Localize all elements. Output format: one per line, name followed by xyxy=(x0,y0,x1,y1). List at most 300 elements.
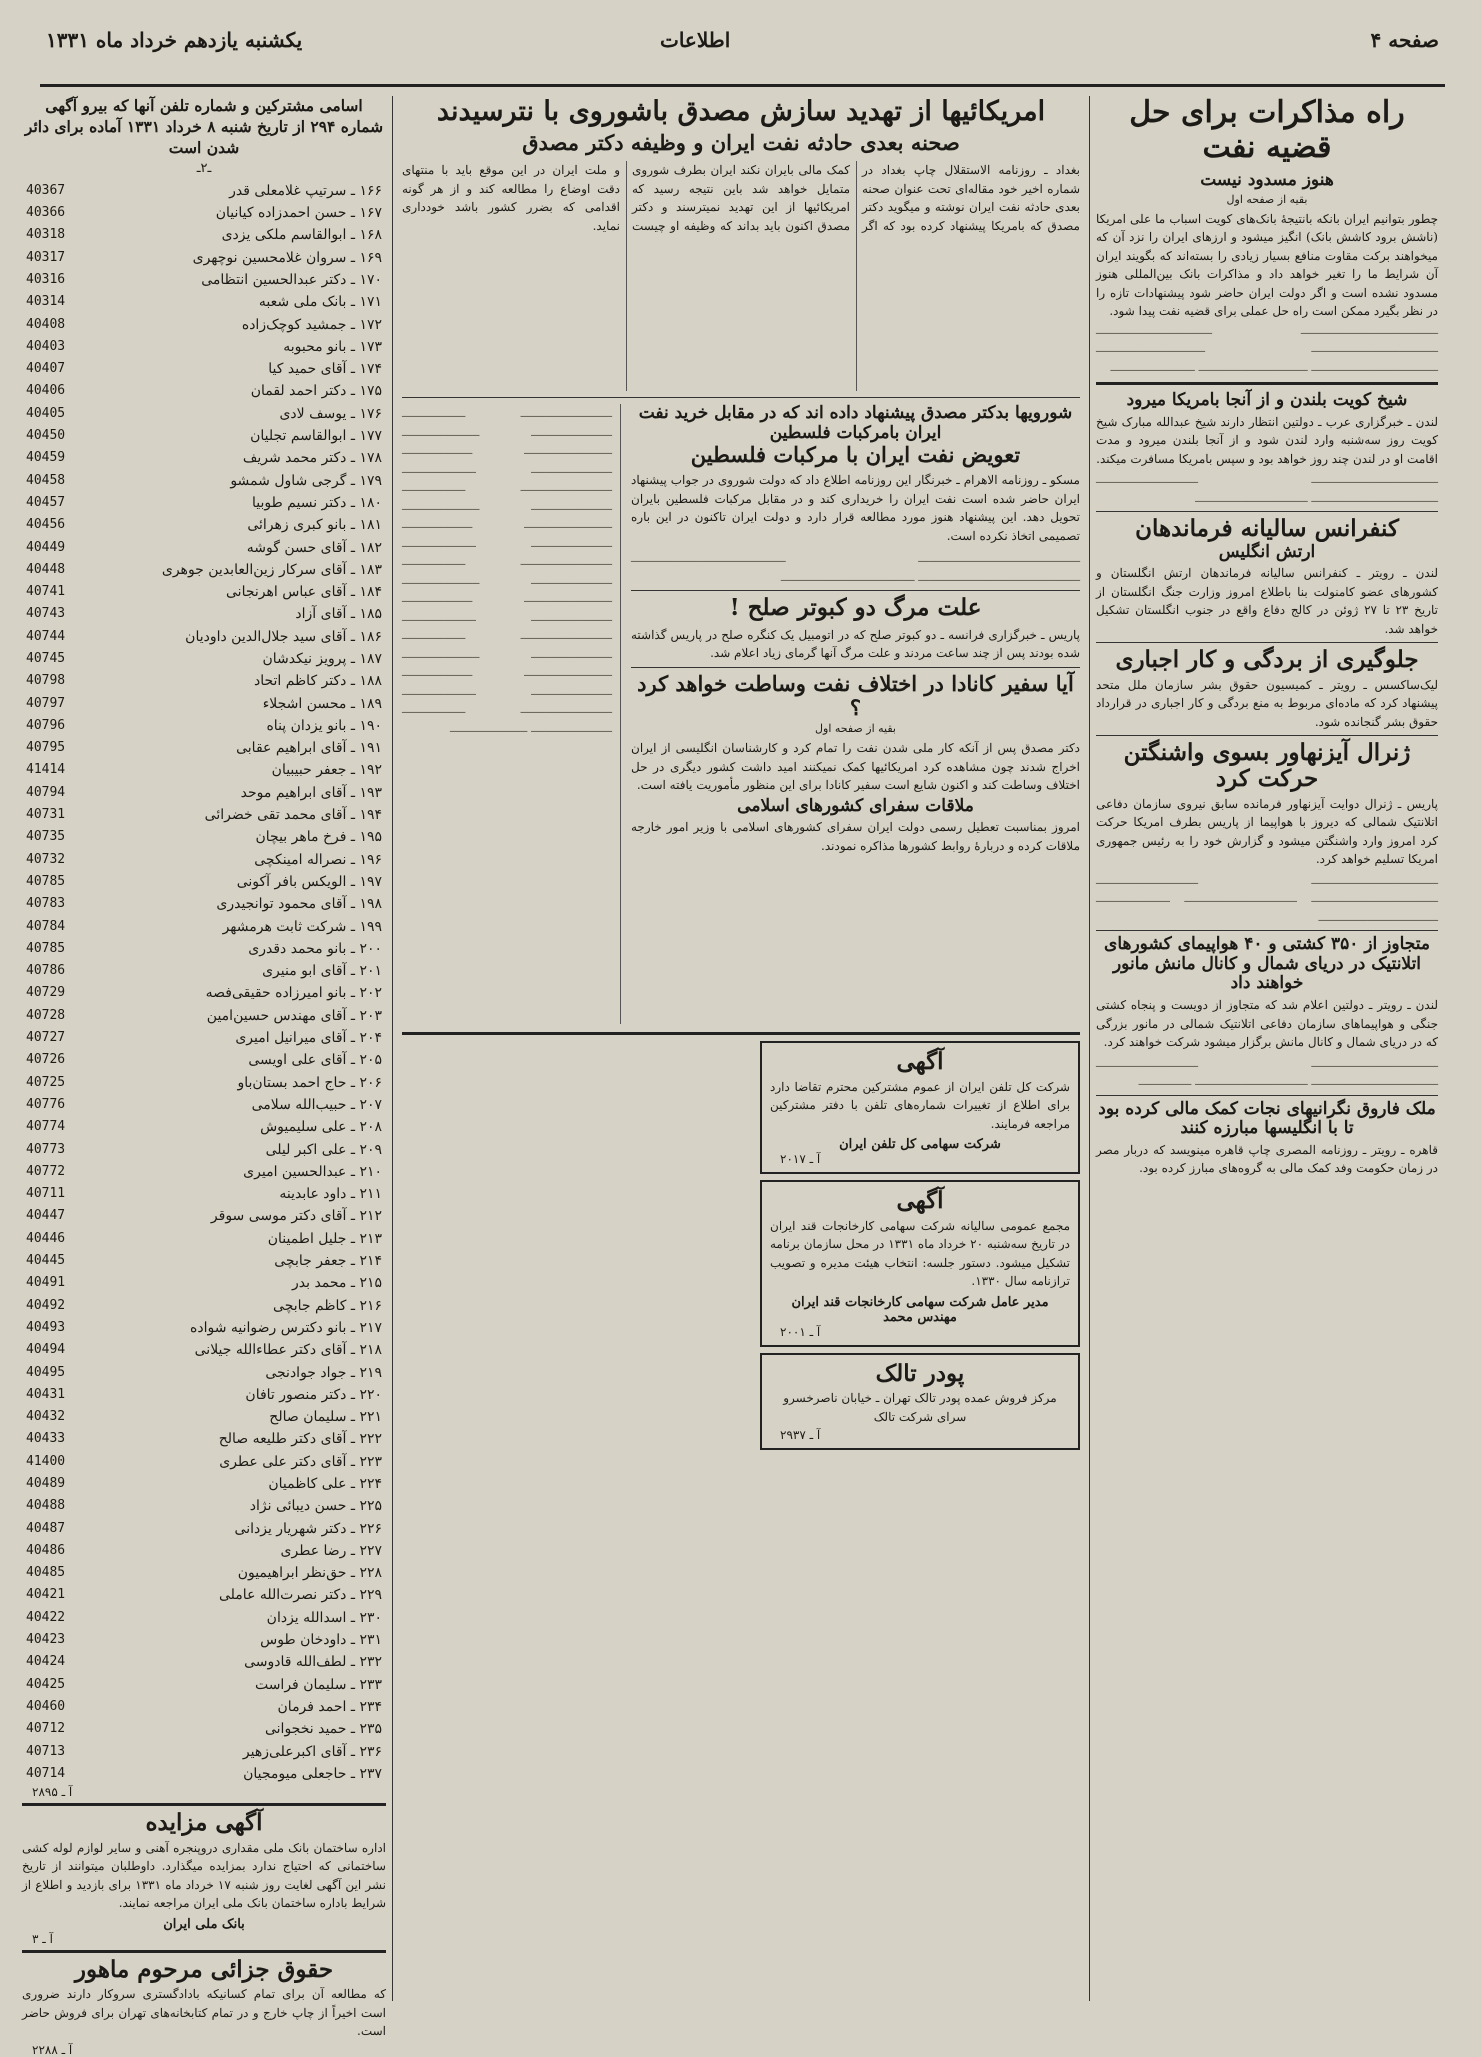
entry-index: ۲۰۷ xyxy=(359,1096,382,1113)
ad-telephone xyxy=(760,1041,1080,1174)
entry-name: دکتر منصور تافان xyxy=(245,1386,347,1403)
entry-index: ۱۷۳ xyxy=(359,338,382,355)
entry-index: ۱۶۹ xyxy=(359,249,382,266)
entry-label: ۱۹۴ ـ آقای محمد تقی خضرائی xyxy=(204,807,382,824)
phone-list-entry xyxy=(22,1495,386,1517)
article-soviet-offer: مسکو ـ روزنامه الاهرام ـ خبرنگار این روزنامه اطلاع داد که دولت شوروی در جواب پیشنهاد ایران حاضر شده است نفت ایران را خریداری کند و در مقابل مرکبات فلسطین بایران تحویل دهد. این پیشنهاد هنوز مورد مطالعه قرار دارد و دولت ایران تاکنون در این باره تصمیمی اتخاذ نکرده است. xyxy=(631,473,1080,543)
entry-name: گرجی شاول شمشو xyxy=(230,472,347,489)
entry-label: ۲۳۲ ـ لطف‌الله قادوسی xyxy=(244,1654,382,1671)
phone-list-entry xyxy=(22,1205,386,1227)
entry-label: ۱۹۶ ـ نصراله امینکچی xyxy=(254,851,382,868)
entry-phone-number: 40729 xyxy=(26,985,66,1001)
entry-index: ۲۳۲ xyxy=(359,1654,382,1671)
ad-telephone-title: آگهی xyxy=(896,1048,944,1076)
entry-index: ۱۹۰ xyxy=(359,717,382,734)
headline-eisenhower: ژنرال آیزنهاور بسوی واشنگتن حرکت کرد xyxy=(1123,739,1411,793)
entry-name: بانو محمد دقدری xyxy=(248,940,347,957)
entry-label: ۲۳۳ ـ سلیمان فراست xyxy=(254,1676,382,1693)
entry-index: ۲۰۲ xyxy=(359,985,382,1002)
entry-index: ۱۹۴ xyxy=(359,807,382,824)
entry-phone-number: 40422 xyxy=(26,1609,66,1625)
phone-list-entry xyxy=(22,1674,386,1696)
entry-phone-number: 40446 xyxy=(26,1230,66,1246)
entry-phone-number: 40731 xyxy=(26,807,66,823)
entry-label: ۱۷۱ ـ بانک ملی شعبه xyxy=(258,294,382,311)
phone-list-entry xyxy=(22,1584,386,1606)
entry-label: ۲۰۰ ـ بانو محمد دقدری xyxy=(248,940,382,957)
entry-index: ۲۱۳ xyxy=(359,1230,382,1247)
ads-divider xyxy=(22,1950,386,1953)
entry-index: ۲۰۸ xyxy=(359,1119,382,1136)
entry-name: رضا عطری xyxy=(280,1542,347,1559)
entry-phone-number: 40728 xyxy=(26,1007,66,1023)
phone-list-entry xyxy=(22,826,386,848)
entry-name: بانو کبری زهرائی xyxy=(247,517,347,534)
phone-list-entry xyxy=(22,1696,386,1718)
phone-list-entry xyxy=(22,247,386,269)
phone-list-entry xyxy=(22,1317,386,1339)
entry-phone-number: 40486 xyxy=(26,1542,66,1558)
phone-list-entry xyxy=(22,1228,386,1250)
article-divider xyxy=(402,397,1080,398)
phone-list-entry xyxy=(22,603,386,625)
entry-phone-number: 40367 xyxy=(26,182,66,198)
column-rule xyxy=(1089,96,1090,2001)
entry-phone-number: 40785 xyxy=(26,940,66,956)
article-kuwait-sheikh: لندن ـ خبرگزاری عرب ـ دولتین انتظار دارند شیخ عبدالله مبارک شیخ کویت روز سه‌شنبه وارد لندن شود و از آنجا بلندن میرود و مدت اقامت او در لندن چند روز خواهد بود و سپس بامریکا مسافرت میکند. xyxy=(1096,414,1438,466)
entry-index: ۲۲۳ xyxy=(359,1453,382,1470)
entry-phone-number: 40424 xyxy=(26,1654,66,1670)
entry-name: اسدالله یزدان xyxy=(266,1609,347,1626)
entry-label: ۲۲۹ ـ دکتر نصرت‌الله عاملی xyxy=(219,1587,382,1604)
entry-label: ۱۸۹ ـ محسن اشجلاء xyxy=(262,695,382,712)
entry-index: ۲۱۹ xyxy=(359,1364,382,1381)
entry-name: آقای اکبرعلی‌زهیر xyxy=(242,1743,347,1760)
entry-phone-number: 40492 xyxy=(26,1297,66,1313)
entry-name: حسن احمدزاده کیانیان xyxy=(215,205,347,222)
entry-index: ۱۶۷ xyxy=(359,205,382,222)
entry-label: ۲۲۴ ـ علی کاظمیان xyxy=(268,1475,382,1492)
entry-phone-number: 40433 xyxy=(26,1431,66,1447)
ads-divider xyxy=(22,1803,386,1806)
ad-sugar-code: آ ـ ۲۰۰۱ xyxy=(780,1324,821,1339)
entry-index: ۱۹۵ xyxy=(359,829,382,846)
entry-phone-number: 40432 xyxy=(26,1409,66,1425)
phone-list-title: اسامی مشترکین و شماره تلفن آنها که بیرو آگهی شماره ۲۹۴ از تاریخ شنبه ۸ خرداد ۱۳۳۱ آماده برای دائر شدن است xyxy=(24,96,384,157)
article-filler: ــــــــــــــــــــــــــــــــــــ ـــــــــــــــــــــــــــــ ــــــــــــــــــــــــــــــــــــ ــــــــــــــــــــــــــــــــ ـــــــــــــــ xyxy=(1096,1055,1438,1089)
phone-list-entry xyxy=(22,1518,386,1540)
entry-index: ۲۰۴ xyxy=(359,1030,382,1047)
phone-list-entry xyxy=(22,893,386,915)
entry-phone-number: 40488 xyxy=(26,1498,66,1514)
entry-index: ۲۰۵ xyxy=(359,1052,382,1069)
entry-label: ۱۷۴ ـ آقای حمید کیا xyxy=(268,361,382,378)
phone-list-entry xyxy=(22,782,386,804)
entry-phone-number: 40405 xyxy=(26,405,66,421)
entry-index: ۲۲۴ xyxy=(359,1475,382,1492)
entry-name: آقای حمید کیا xyxy=(268,361,347,378)
entry-phone-number: 40713 xyxy=(26,1743,66,1759)
entry-index: ۱۷۶ xyxy=(359,405,382,422)
entry-name: دکتر شهریار یزدانی xyxy=(234,1520,347,1537)
article-oil-talks: چطور بتوانیم ایران بانکه بانتیجۀ بانک‌های کویت اسباب ما علی امریکا (ناشش برود کاشش بانک) انگیز میشود و ارزهای ایران را نزد آن که میخواهند برکت مقاوت منافع بسیار زیادی را بسته‌اند که بگویند ایران آن شرایط ما را تغیر خواهد داد و مذاکرات بانک بین‌المللی هنوز مسدود نشده است و اگر دولت ایران حاضر شود پیشنهادات تازه را در نظر بگیرد ممکن است راه حل عملی برای قضیه نفت پیدا شود. xyxy=(1096,211,1438,319)
entry-label: ۲۲۶ ـ دکتر شهریار یزدانی xyxy=(234,1520,382,1537)
entry-label: ۱۸۰ ـ دکتر نسیم طوبیا xyxy=(251,494,382,511)
entry-phone-number: 40460 xyxy=(26,1698,66,1714)
entry-phone-number: 40493 xyxy=(26,1319,66,1335)
entry-phone-number: 40783 xyxy=(26,896,66,912)
entry-index: ۲۲۶ xyxy=(359,1520,382,1537)
entry-label: ۱۹۹ ـ شرکت ثابت هرمشهر xyxy=(222,918,382,935)
entry-name: حسن دیبائی نژاد xyxy=(249,1498,347,1515)
entry-label: ۲۱۷ ـ بانو دکترس رضوانیه شواده xyxy=(190,1319,382,1336)
entry-index: ۲۱۷ xyxy=(359,1319,382,1336)
article-divider xyxy=(1096,642,1438,643)
entry-name: دکتر عبدالحسین انتظامی xyxy=(201,271,347,288)
phone-list-entry xyxy=(22,960,386,982)
phone-list-entry xyxy=(22,1629,386,1651)
phone-list-entry xyxy=(22,804,386,826)
entry-index: ۱۹۲ xyxy=(359,762,382,779)
entry-name: داود عابدینه xyxy=(279,1186,347,1203)
headline-oil-talks: راه مذاکرات برای حل قضیه نفت xyxy=(1129,95,1405,165)
entry-index: ۲۱۰ xyxy=(359,1163,382,1180)
entry-name: نصراله امینکچی xyxy=(254,851,347,868)
entry-phone-number: 40725 xyxy=(26,1074,66,1090)
entry-index: ۲۳۳ xyxy=(359,1676,382,1693)
entry-phone-number: 40445 xyxy=(26,1253,66,1269)
phone-list-entry xyxy=(22,1139,386,1161)
entry-phone-number: 40494 xyxy=(26,1342,66,1358)
continuation-note: بقیه از صفحه اول xyxy=(815,722,896,736)
article-naval-exercise: لندن ـ رویتر ـ دولتین اعلام شد که متجاوز از دویست و پنجاه کشتی جنگی و هواپیماهای سازمان دفاعی اتلانتیک شمالی در مانور بزرگی که در دریای شمال و کانال مانش برگزار میشود شرکت خواهند کرد. xyxy=(1096,998,1438,1050)
article-americans-threat: بغداد ـ روزنامه الاستقلال چاپ بغداد در شماره اخیر خود مقاله‌ای تحت عنوان صحنه بعدی حادثه نفت ایران نوشته و میگوید دکتر مصدق که بامریکا پیشنهاد کرده بود که اگر کمک مالی بایران نکند ایران بطرف شوروی متمایل خواهد شد باین نتیجه رسید که امریکائیها از این تهدید نمیترسند و دکتر مصدق اکنون باید بداند که وظیفه او چیست و ملت ایران در این موقع باید با منتهای دقت اوضاع را مطالعه کند و از هر گونه اقدامی که بضرر کشور باشد خودداری نماید. xyxy=(402,163,1080,233)
ad-book-code: آ ـ ۲۲۸۸ xyxy=(32,2042,73,2057)
entry-label: ۱۷۲ ـ جمشید کوچک‌زاده xyxy=(241,316,382,333)
entry-index: ۲۳۱ xyxy=(359,1632,382,1649)
headline-naval-exercise: متجاوز از ۳۵۰ کشتی و ۴۰ هواپیمای کشورهای اتلانتیک در دریای شمال و کانال مانش مانور خواهند داد xyxy=(1104,934,1430,994)
phone-list-entry xyxy=(22,403,386,425)
entry-label: ۱۶۷ ـ حسن احمدزاده کیانیان xyxy=(215,205,382,222)
ad-talc-title: پودر تالک xyxy=(875,1359,965,1387)
article-eisenhower: پاریس ـ ژنرال دوایت آیزنهاور فرمانده سابق نیروی سازمان دفاعی اتلانتیک شمالی که دیروز با هواپیما از پاریس بطرف امریکا حرکت کرد امروز وارد واشنگتن میشود و گزارش خود را به رئیس جمهوری امریکا تسلیم خواهد کرد. xyxy=(1096,796,1438,867)
entry-label: ۱۶۸ ـ ابوالقاسم ملکی یزدی xyxy=(221,227,382,244)
entry-index: ۱۸۴ xyxy=(359,584,382,601)
phone-list-entry xyxy=(22,514,386,536)
entry-name: سلیمان صالح xyxy=(269,1409,347,1426)
entry-label: ۱۸۸ ـ دکتر کاظم اتحاد xyxy=(253,673,382,690)
subheadline-americans-threat: صحنه بعدی حادثه نفت ایران و وظیفه دکتر مصدق xyxy=(522,130,960,156)
phone-list-entry xyxy=(22,1540,386,1562)
phone-list-entry xyxy=(22,1428,386,1450)
entry-phone-number: 40797 xyxy=(26,695,66,711)
entry-index: ۲۰۶ xyxy=(359,1074,382,1091)
phone-list-entry xyxy=(22,648,386,670)
entry-label: ۱۸۳ ـ آقای سرکار زین‌العابدین جوهری xyxy=(161,561,382,578)
phone-list-entry xyxy=(22,715,386,737)
entry-index: ۱۸۳ xyxy=(359,561,382,578)
phone-list-entry xyxy=(22,581,386,603)
phone-list-entry xyxy=(22,1562,386,1584)
phone-list-entry xyxy=(22,737,386,759)
phone-list-code: آ ـ ۲۸۹۵ xyxy=(32,1785,73,1800)
phone-list-entry xyxy=(22,314,386,336)
entry-name: آقای میرانیل امیری xyxy=(235,1030,347,1047)
entry-phone-number: 40457 xyxy=(26,494,66,510)
entry-name: آقای محمود توانجیدری xyxy=(216,896,347,913)
phone-list-entry xyxy=(22,180,386,202)
entry-index: ۱۸۸ xyxy=(359,673,382,690)
entry-name: آقای دکتر موسی سوقر xyxy=(210,1208,347,1225)
entry-phone-number: 40711 xyxy=(26,1186,66,1202)
entry-index: ۲۲۹ xyxy=(359,1587,382,1604)
entry-index: ۱۸۲ xyxy=(359,539,382,556)
phone-list-entry xyxy=(22,1451,386,1473)
ad-talc-powder xyxy=(760,1353,1080,1450)
entry-name: ابوالقاسم تجلیان xyxy=(250,428,347,445)
headline-kuwait-sheikh: شیخ کویت بلندن و از آنجا بامریکا میرود xyxy=(1126,390,1408,411)
entry-name: آقای عباس اهرنجانی xyxy=(226,584,347,601)
phone-list-entry xyxy=(22,470,386,492)
phone-list-entry xyxy=(22,670,386,692)
article-farouk: قاهره ـ رویتر ـ روزنامه المصری چاپ قاهره مینویسد که دربار مصر در زمان حکومت وفد کمک مالی به گروه‌های مبارز کرده بود. xyxy=(1096,1142,1439,1176)
entry-label: ۱۹۳ ـ آقای ابراهیم موحد xyxy=(240,784,382,801)
issue-date: یکشنبه یازدهم خرداد ماه ۱۳۳۱ xyxy=(46,28,303,52)
entry-name: حبیب‌الله سلامی xyxy=(251,1096,347,1113)
entry-label: ۲۰۵ ـ آقای علی اویسی xyxy=(248,1052,382,1069)
entry-name: الویکس بافر آکونی xyxy=(236,873,347,890)
entry-name: سروان غلامحسین نوچهری xyxy=(192,249,347,266)
phone-list-entry xyxy=(22,447,386,469)
entry-index: ۱۷۲ xyxy=(359,316,382,333)
entry-name: آقای آزاد xyxy=(295,606,347,623)
entry-name: علی کاظمیان xyxy=(268,1475,347,1492)
article-divider xyxy=(1096,1095,1438,1096)
masthead-name: اطلاعات xyxy=(660,28,731,52)
entry-name: حاجعلی میومجیان xyxy=(243,1765,347,1782)
entry-phone-number: 40785 xyxy=(26,873,66,889)
entry-index: ۱۹۹ xyxy=(359,918,382,935)
entry-phone-number: 40425 xyxy=(26,1676,66,1692)
entry-label: ۱۹۵ ـ فرخ ماهر بیچان xyxy=(255,829,382,846)
column-news-right xyxy=(1096,96,1438,1996)
entry-label: ۱۶۶ ـ سرتیپ غلامعلی قدر xyxy=(229,182,382,199)
entry-label: ۱۹۸ ـ آقای محمود توانجیدری xyxy=(216,896,382,913)
subheadline-islamic-ambassadors: ملاقات سفرای کشورهای اسلامی xyxy=(737,795,974,816)
phone-list-entry xyxy=(22,982,386,1004)
entry-label: ۲۱۰ ـ عبدالحسین امیری xyxy=(243,1163,382,1180)
entry-label: ۲۰۲ ـ بانو امیرزاده حقیقی‌فصه xyxy=(205,985,382,1002)
entry-label: ۱۸۶ ـ آقای سید جلال‌الدین داودیان xyxy=(185,628,382,645)
entry-phone-number: 40316 xyxy=(26,271,66,287)
entry-index: ۲۰۱ xyxy=(359,963,382,980)
ad-telephone-code: آ ـ ۲۰۱۷ xyxy=(780,1152,821,1167)
entry-index: ۲۱۴ xyxy=(359,1253,382,1270)
phone-list-entry xyxy=(22,1763,386,1785)
entry-label: ۲۰۷ ـ حبیب‌الله سلامی xyxy=(251,1096,382,1113)
entry-index: ۱۷۸ xyxy=(359,450,382,467)
entry-index: ۲۱۲ xyxy=(359,1208,382,1225)
entry-phone-number: 40423 xyxy=(26,1632,66,1648)
entry-phone-number: 40403 xyxy=(26,338,66,354)
entry-label: ۲۱۳ ـ جلیل اطمینان xyxy=(267,1230,382,1247)
phone-list-part: ـ۲ـ xyxy=(196,160,212,176)
entry-index: ۱۸۶ xyxy=(359,628,382,645)
phone-list-entry xyxy=(22,759,386,781)
entry-index: ۱۹۶ xyxy=(359,851,382,868)
entry-phone-number: 40727 xyxy=(26,1030,66,1046)
article-filler: ــــــــــــــــــــــــــــــــــــ ـــــــــــــــــــــــــــــ ــــــــــــــــــــــــــــــــــــ ــــــــــــــــــــــــــــــــ xyxy=(1096,472,1438,505)
entry-name: آقای سید جلال‌الدین داودیان xyxy=(185,628,347,645)
phone-list-entry xyxy=(22,1651,386,1673)
phone-list-entry xyxy=(22,1027,386,1049)
entry-label: ۲۱۹ ـ جواد جوادنجی xyxy=(265,1364,382,1381)
entry-label: ۲۳۱ ـ داودخان طوس xyxy=(260,1632,382,1649)
entry-phone-number: 40449 xyxy=(26,539,66,555)
phone-list-entry xyxy=(22,336,386,358)
ad-talc-code: آ ـ ۲۹۳۷ xyxy=(780,1428,821,1442)
entry-phone-number: 40447 xyxy=(26,1208,66,1224)
entry-index: ۲۲۷ xyxy=(359,1542,382,1559)
entry-name: آقای دکتر علی عطری xyxy=(219,1453,347,1470)
page-header xyxy=(40,14,1445,87)
phone-list-entry xyxy=(22,938,386,960)
phone-list xyxy=(22,180,386,1785)
entry-name: احمد فرمان xyxy=(277,1698,347,1715)
entry-label: ۲۰۸ ـ علی سلیمیوش xyxy=(260,1119,382,1136)
entry-index: ۱۶۸ xyxy=(359,227,382,244)
entry-index: ۱۸۹ xyxy=(359,695,382,712)
article-divider xyxy=(1096,735,1438,736)
entry-phone-number: 40794 xyxy=(26,784,66,800)
headline-slavery: جلوگیری از بردگی و کار اجباری xyxy=(1115,646,1419,674)
continuation-note: بقیه از صفحه اول xyxy=(1226,192,1308,206)
entry-name: آقای علی اویسی xyxy=(248,1052,347,1069)
entry-name: بانک ملی شعبه xyxy=(258,294,347,311)
entry-label: ۱۸۴ ـ آقای عباس اهرنجانی xyxy=(226,584,382,601)
entry-name: داودخان طوس xyxy=(260,1632,347,1649)
entry-label: ۱۹۷ ـ الویکس بافر آکونی xyxy=(236,873,382,890)
entry-phone-number: 41400 xyxy=(26,1453,66,1469)
entry-index: ۱۸۰ xyxy=(359,494,382,511)
phone-list-entry xyxy=(22,537,386,559)
entry-name: لطف‌الله قادوسی xyxy=(244,1654,347,1671)
ad-sugar-title: آگهی xyxy=(896,1187,944,1215)
phone-list-entry xyxy=(22,269,386,291)
phone-list-entry xyxy=(22,849,386,871)
entry-phone-number: 40450 xyxy=(26,428,66,444)
phone-list-entry xyxy=(22,202,386,224)
entry-phone-number: 40431 xyxy=(26,1386,66,1402)
article-divider xyxy=(1096,382,1438,385)
article-divider xyxy=(631,590,1080,591)
entry-index: ۲۳۵ xyxy=(359,1721,382,1738)
phone-list-entry xyxy=(22,871,386,893)
entry-label: ۱۸۵ ـ آقای آزاد xyxy=(295,606,382,623)
article-continued-text: ــــــــــــــــــــــــــ ــــــــــــــــــ ـــــــــــــــــــــــ ــــــــــــــــــــــ ـــــــــــــــــــــــــ ــــــــــــــــــــ ـــــــــــــــــــــــ ـــــــــــــــــــــ ــــــــــــــــــــــــــ ــــــــــــــــــ ـــــــــــــــــــــــ ــــــــــــــــــــــ ـــــــــــــــــــــــــ ــــــــــــــــــــ ـــــــــــــــــــــــ ـــــــــــــــــــــ ــــــــــــــــــــــــــ ــــــــــــــــــ ـــــــــــــــــــــــ ــــــــــــــــــــــ ـــــــــــــــــــــــــ ــــــــــــــــــــ ـــــــــــــــــــــــ ـــــــــــــــــــــ ــــــــــــــــــــــــــ ــــــــــــــــــ ـــــــــــــــــــــــ ــــــــــــــــــــــ ـــــــــــــــــــــــــ ــــــــــــــــــــ ـــــــــــــــــــــــ ـــــــــــــــــــــ ــــــــــــــــــــــــــ ــــــــــــــــــ ـــــــــــــــــــــــ ــــــــــــــــــــــ xyxy=(402,406,612,735)
entry-phone-number: 40366 xyxy=(26,205,66,221)
entry-name: بانو محبوبه xyxy=(283,338,347,355)
entry-phone-number: 40743 xyxy=(26,606,66,622)
entry-index: ۲۳۴ xyxy=(359,1698,382,1715)
headline-conference: کنفرانس سالیانه فرماندهان xyxy=(1135,515,1399,543)
ad-sugar-company xyxy=(760,1180,1080,1346)
middle-section-right xyxy=(631,404,1080,857)
entry-label: ۱۹۱ ـ آقای ابراهیم عقابی xyxy=(236,740,382,757)
entry-phone-number: 40772 xyxy=(26,1163,66,1179)
article-islamic-ambassadors: امروز بمناسبت تعطیل رسمی دولت ایران سفرای کشورهای اسلامی با وزیر امور خارجه ملاقات کرده و دربارۀ روابط کشورها مذاکره نمودند. xyxy=(631,820,1080,853)
entry-name: آقای حسن گوشه xyxy=(246,539,347,556)
entry-phone-number: 40712 xyxy=(26,1721,66,1737)
entry-label: ۲۱۱ ـ داود عابدینه xyxy=(279,1186,382,1203)
entry-name: فرخ ماهر بیچان xyxy=(255,829,347,846)
entry-label: ۲۰۶ ـ حاج احمد بستان‌باو xyxy=(237,1074,382,1091)
phone-list-entry xyxy=(22,1718,386,1740)
article-doves: پاریس ـ خبرگزاری فرانسه ـ دو کبوتر صلح که در اتومبیل یک کنگره صلح در پاریس گذاشته شده بودند پس از چند ساعت مردند و علت مرگ آنها گرمای زیاد اعلام شد. xyxy=(631,627,1080,661)
entry-label: ۲۲۵ ـ حسن دیبائی نژاد xyxy=(249,1498,382,1515)
entry-index: ۱۸۵ xyxy=(359,606,382,623)
phone-list-entry xyxy=(22,1049,386,1071)
entry-name: جعفر حبیبیان xyxy=(271,762,347,779)
entry-index: ۲۰۹ xyxy=(359,1141,382,1158)
phone-list-entry xyxy=(22,1473,386,1495)
entry-index: ۱۹۳ xyxy=(359,784,382,801)
phone-list-entry xyxy=(22,425,386,447)
entry-phone-number: 40735 xyxy=(26,829,66,845)
entry-phone-number: 40407 xyxy=(26,361,66,377)
entry-label: ۲۰۴ ـ آقای میرانیل امیری xyxy=(235,1030,382,1047)
article-canada-ambassador: دکتر مصدق پس از آنکه کار ملی شدن نفت را تمام کرد و کارشناسان انگلیسی از ایران اخراج شدند چون مشاهده کرد امریکائیها کمک نمیکنند امید داشت کشور دیگری در حل اختلاف وساطت کند و اکنون شایع است سفیر کانادا برای این منظور مأموریت یافته است. xyxy=(631,741,1080,793)
entry-phone-number: 40485 xyxy=(26,1565,66,1581)
ad-telephone-body: شرکت کل تلفن ایران از عموم مشترکین محترم تقاضا دارد برای اطلاع از تغییرات شماره‌های تلفن با دفتر مشترکین مراجعه فرمایند. xyxy=(770,1079,1070,1131)
entry-label: ۲۱۶ ـ کاظم جابچی xyxy=(273,1297,382,1314)
entry-phone-number: 40714 xyxy=(26,1765,66,1781)
entry-label: ۱۷۹ ـ گرجی شاول شمشو xyxy=(230,472,382,489)
phone-list-entry xyxy=(22,1272,386,1294)
entry-index: ۱۹۱ xyxy=(359,740,382,757)
ad-sugar-body: مجمع عمومی سالیانه شرکت سهامی کارخانجات قند ایران در تاریخ سه‌شنبه ۲۰ خرداد ماه ۱۳۳۱ در محل سازمان برنامه تشکیل میشود. دستور جلسه: انتخاب هیئت مدیره و تصویب ترازنامه سال ۱۳۳۰. xyxy=(770,1218,1070,1289)
article-divider xyxy=(1096,511,1438,512)
phone-list-entry xyxy=(22,1161,386,1183)
phone-list-entry xyxy=(22,1384,386,1406)
entry-label: ۲۲۳ ـ آقای دکتر علی عطری xyxy=(219,1453,382,1470)
article-slavery: لیک‌ساکسس ـ رویتر ـ کمیسیون حقوق بشر سازمان ملل متحد پیشنهاد کرد که ماده‌ای مربوط به منع بردگی و کار اجباری در قرارداد حقوق بشر گنجانده شود. xyxy=(1096,677,1438,729)
entry-name: حاج احمد بستان‌باو xyxy=(237,1074,347,1091)
headline-farouk: ملک فاروق نگرانیهای نجات کمک مالی کرده بود تا با انگلیسها مبارزه کنند xyxy=(1098,1098,1436,1139)
entry-label: ۲۳۵ ـ حمید نخجوانی xyxy=(264,1721,382,1738)
entry-label: ۲۱۴ ـ جعفر جابچی xyxy=(274,1253,382,1270)
middle-section-row xyxy=(402,404,1080,1024)
entry-phone-number: 40489 xyxy=(26,1475,66,1491)
ad-auction-title: آگهی مزایده xyxy=(145,1809,263,1837)
entry-name: جلیل اطمینان xyxy=(267,1230,347,1247)
entry-index: ۲۲۱ xyxy=(359,1409,382,1426)
ads-divider xyxy=(402,1032,1080,1035)
entry-label: ۲۲۸ ـ حق‌نظر ابراهیمیون xyxy=(237,1565,382,1582)
article-divider xyxy=(631,667,1080,668)
entry-name: دکتر نصرت‌الله عاملی xyxy=(219,1587,347,1604)
phone-list-entry xyxy=(22,626,386,648)
entry-index: ۱۶۶ xyxy=(359,182,382,199)
article-filler: ــــــــــــــــــــــــــــــــــــــــــــــ ــــــــــــــــــــــــــــــــــــــــــــ ــــــــــــــــــــــــــــــــــــــــــــــ ــــــــــــــــــــــــــــــــــــــ xyxy=(631,551,1080,584)
entry-name: سلیمان فراست xyxy=(254,1676,347,1693)
entry-index: ۱۷۵ xyxy=(359,383,382,400)
entry-phone-number: 40459 xyxy=(26,450,66,466)
entry-name: آقای ابو منیری xyxy=(262,963,347,980)
entry-label: ۱۷۳ ـ بانو محبوبه xyxy=(283,338,382,355)
entry-index: ۱۸۱ xyxy=(359,517,382,534)
entry-name: علی اکبر لیلی xyxy=(265,1141,347,1158)
